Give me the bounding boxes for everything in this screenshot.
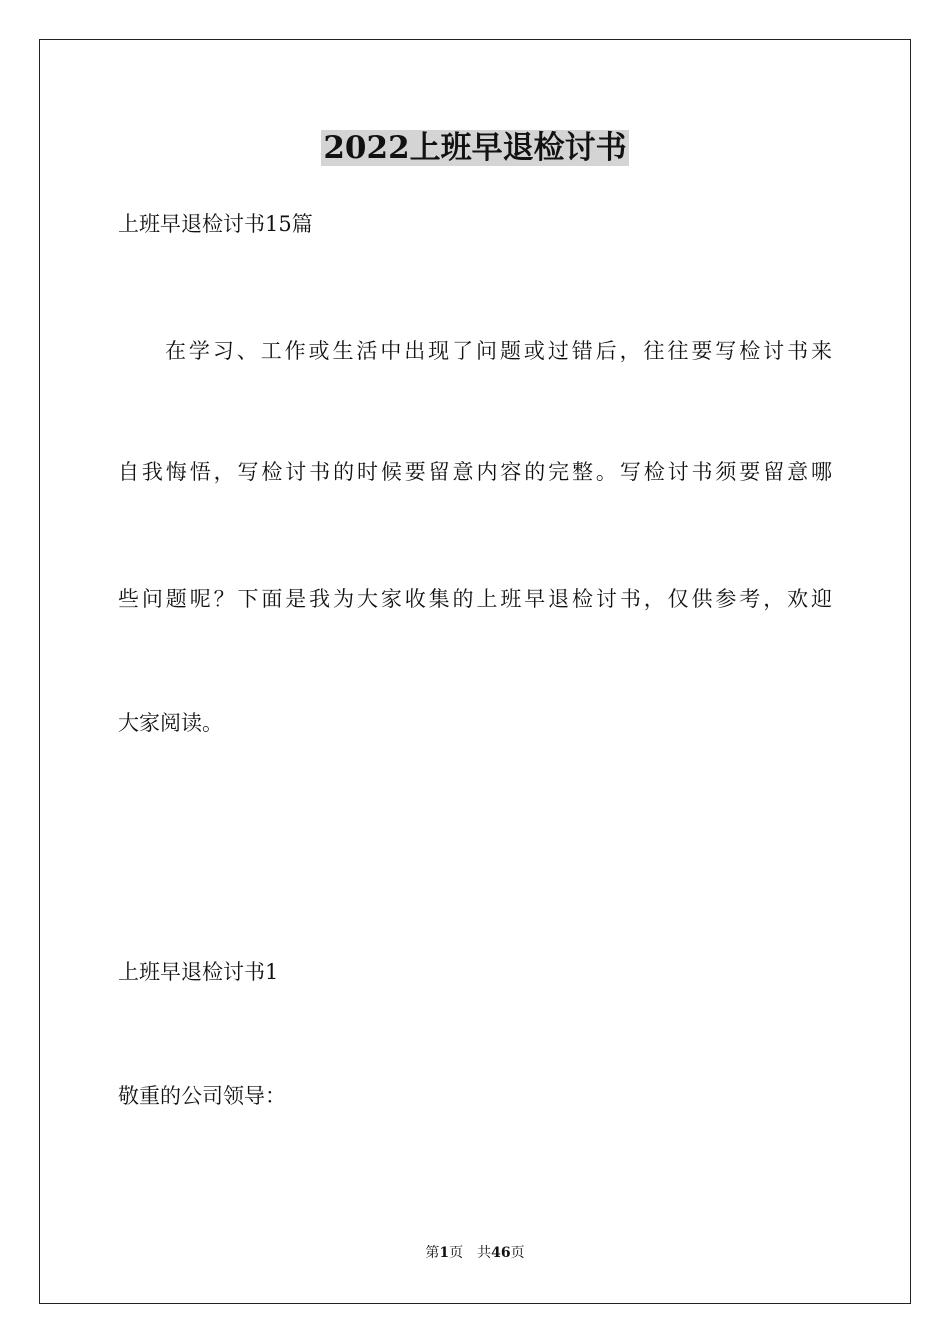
section-heading: 上班早退检讨书1 (118, 960, 279, 984)
intro-line-4: 大家阅读。 (118, 711, 223, 735)
document-title-text: 2022上班早退检讨书 (323, 130, 627, 166)
footer-total-prefix: 共 (477, 1245, 492, 1261)
footer-page-suffix: 页 (449, 1245, 464, 1261)
intro-line-2: 自我悔悟，写检讨书的时候要留意内容的完整。写检讨书须要留意哪 (118, 460, 832, 484)
salutation: 敬重的公司领导： (118, 1084, 286, 1108)
footer-total-pages: 46 (491, 1245, 511, 1261)
intro-line-3: 些问题呢？下面是我为大家收集的上班早退检讨书，仅供参考，欢迎 (118, 587, 832, 611)
intro-line-1: 在学习、工作或生活中出现了问题或过错后，往往要写检讨书来 (165, 339, 832, 363)
document-title (0, 126, 950, 170)
footer-page-prefix: 第 (425, 1245, 440, 1261)
footer-page-number: 1 (439, 1245, 450, 1261)
document-subtitle: 上班早退检讨书15篇 (118, 212, 313, 236)
page-footer (0, 1243, 950, 1263)
footer-total-suffix: 页 (510, 1245, 525, 1261)
